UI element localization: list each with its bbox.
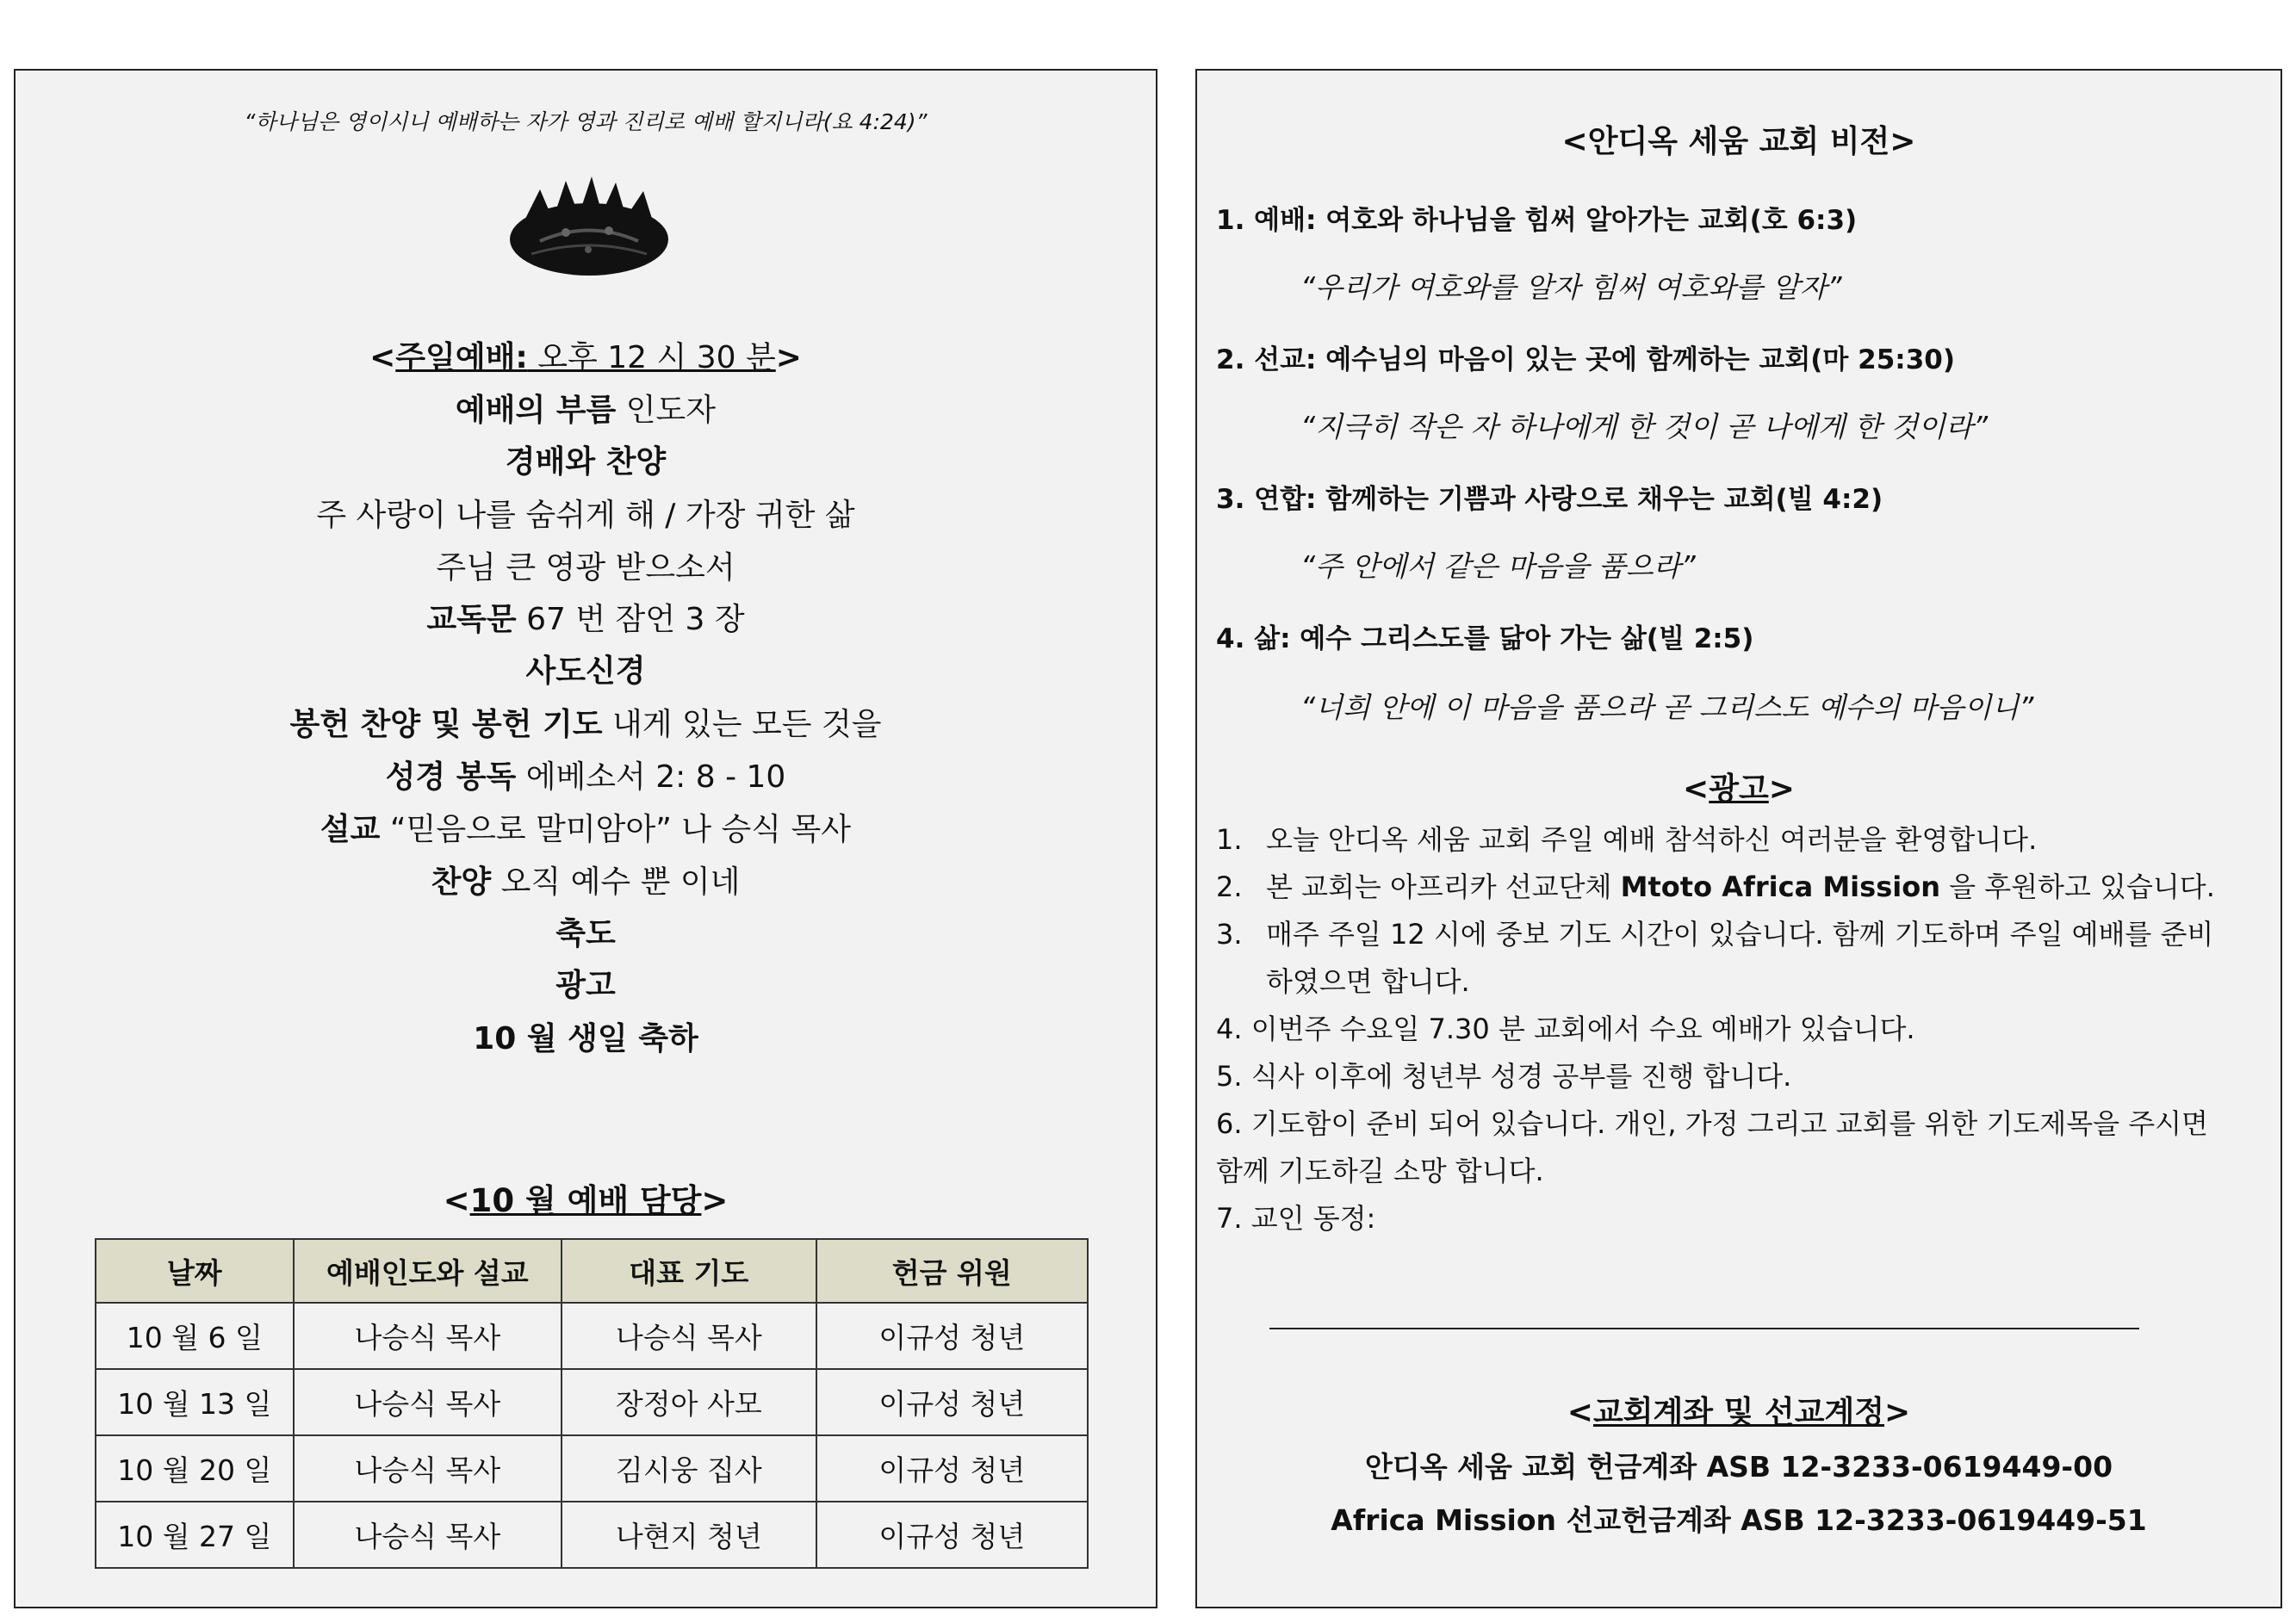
service-item: 성경 봉독 에베소서 2: 8 - 10 (385, 759, 786, 795)
service-item: 봉헌 찬양 및 봉헌 기도 내게 있는 모든 것을 (289, 707, 882, 742)
service-item: 찬양 오직 예수 뿐 이네 (431, 864, 741, 900)
table-cell: 이규성 청년 (816, 1502, 1088, 1568)
column-header: 예배인도와 설교 (294, 1239, 562, 1303)
table-cell: 10 월 27 일 (96, 1502, 294, 1568)
offering-account: 안디옥 세움 교회 헌금계좌 ASB 12-3233-0619449-00 (1364, 1450, 2113, 1484)
announcement-item: 5. 식사 이후에 청년부 성경 공부를 진행 합니다. (1216, 1060, 1792, 1093)
announcement-item-continued: 하였으면 합니다. (1266, 965, 1470, 998)
column-header: 대표 기도 (562, 1239, 816, 1303)
table-row (96, 1502, 1088, 1568)
schedule-table (95, 1238, 1089, 1569)
table-cell: 김시웅 집사 (562, 1435, 816, 1502)
announcement-item-continued: 함께 기도하길 소망 합니다. (1216, 1155, 1544, 1187)
table-cell: 나승식 목사 (294, 1303, 562, 1369)
service-item: 경배와 찬양 (505, 444, 667, 480)
service-item: 예배의 부름 인도자 (455, 393, 717, 428)
table-row (96, 1303, 1088, 1369)
service-item: 사도신경 (525, 654, 646, 689)
service-item: 주님 큰 영광 받으소서 (436, 550, 735, 585)
table-cell: 나승식 목사 (294, 1369, 562, 1435)
table-cell: 나승식 목사 (562, 1303, 816, 1369)
table-cell: 나승식 목사 (294, 1435, 562, 1502)
vision-quote: “지극히 작은 자 하나에게 한 것이 곧 나에게 한 것이라” (1300, 410, 1989, 443)
column-header: 헌금 위원 (816, 1239, 1088, 1303)
table-cell: 나현지 청년 (562, 1502, 816, 1568)
service-item: 주 사랑이 나를 숨쉬게 해 / 가장 귀한 삶 (316, 498, 855, 533)
table-cell: 이규성 청년 (816, 1303, 1088, 1369)
crown-of-thorns-icon (506, 172, 673, 293)
mission-account: Africa Mission 선교헌금계좌 ASB 12-3233-0619449-51 (1331, 1503, 2147, 1537)
vision-quote: “주 안에서 같은 마음을 품으라” (1300, 549, 1696, 583)
ads-title: <광고> (1683, 771, 1795, 807)
vision-quote: “우리가 여호와를 알자 힘써 여호와를 알자” (1300, 270, 1842, 304)
divider (1269, 1328, 2139, 1329)
table-cell: 10 월 20 일 (96, 1435, 294, 1502)
table-cell: 이규성 청년 (816, 1435, 1088, 1502)
table-cell: 10 월 6 일 (96, 1303, 294, 1369)
vision-heading: 1. 예배: 여호와 하나님을 힘써 알아가는 교회(호 6:3) (1216, 205, 1858, 236)
vision-quote: “너희 안에 이 마음을 품으라 곧 그리스도 예수의 마음이니” (1300, 691, 2034, 724)
announcement-item: 7. 교인 동정: (1216, 1202, 1376, 1235)
table-header-row (96, 1239, 1088, 1303)
announcement-item: 4. 이번주 수요일 7.30 분 교회에서 수요 예배가 있습니다. (1216, 1013, 1915, 1045)
table-cell: 나승식 목사 (294, 1502, 562, 1568)
announcement-item: 3. 매주 주일 12 시에 중보 기도 시간이 있습니다. 함께 기도하며 주일 예배를 준비 (1216, 918, 2214, 951)
announcement-item: 2. 본 교회는 아프리카 선교단체 Mtoto Africa Mission 을 후원하고 있습니다. (1216, 870, 2215, 903)
table-row (96, 1435, 1088, 1502)
left-page (14, 69, 1157, 1608)
announcement-item: 1. 오늘 안디옥 세움 교회 주일 예배 참석하신 여러분을 환영합니다. (1216, 823, 2038, 856)
scripture-quote: “하나님은 영이시니 예배하는 자가 영과 진리로 예배 할지니라(요 4:24)” (244, 109, 928, 134)
vision-heading: 2. 선교: 예수님의 마음이 있는 곳에 함께하는 교회(마 25:30) (1216, 344, 1956, 375)
vision-heading: 4. 삶: 예수 그리스도를 닮아 가는 삶(빌 2:5) (1216, 623, 1754, 654)
table-cell: 이규성 청년 (816, 1369, 1088, 1435)
schedule-title: <10 월 예배 담당> (443, 1182, 729, 1219)
service-header: <주일예배: 오후 12 시 30 분> (369, 340, 802, 375)
account-title: <교회계좌 및 선교계정> (1567, 1395, 1911, 1430)
table-cell: 장정아 사모 (562, 1369, 816, 1435)
announcement-item: 6. 기도함이 준비 되어 있습니다. 개인, 가정 그리고 교회를 위한 기도제목을 주시면 (1216, 1107, 2208, 1140)
service-item: 교독문 67 번 잠언 3 장 (426, 602, 745, 637)
service-item: 광고 (555, 968, 616, 1003)
service-item: 설교 “믿음으로 말미암아” 나 승식 목사 (320, 812, 852, 847)
vision-title: <안디옥 세움 교회 비전> (1561, 124, 1916, 159)
vision-heading: 3. 연합: 함께하는 기쁨과 사랑으로 채우는 교회(빌 4:2) (1216, 484, 1883, 515)
table-row (96, 1369, 1088, 1435)
right-page (1195, 69, 2282, 1608)
service-item: 축도 (555, 916, 616, 951)
column-header: 날짜 (96, 1239, 294, 1303)
service-item: 10 월 생일 축하 (473, 1021, 698, 1056)
table-cell: 10 월 13 일 (96, 1369, 294, 1435)
